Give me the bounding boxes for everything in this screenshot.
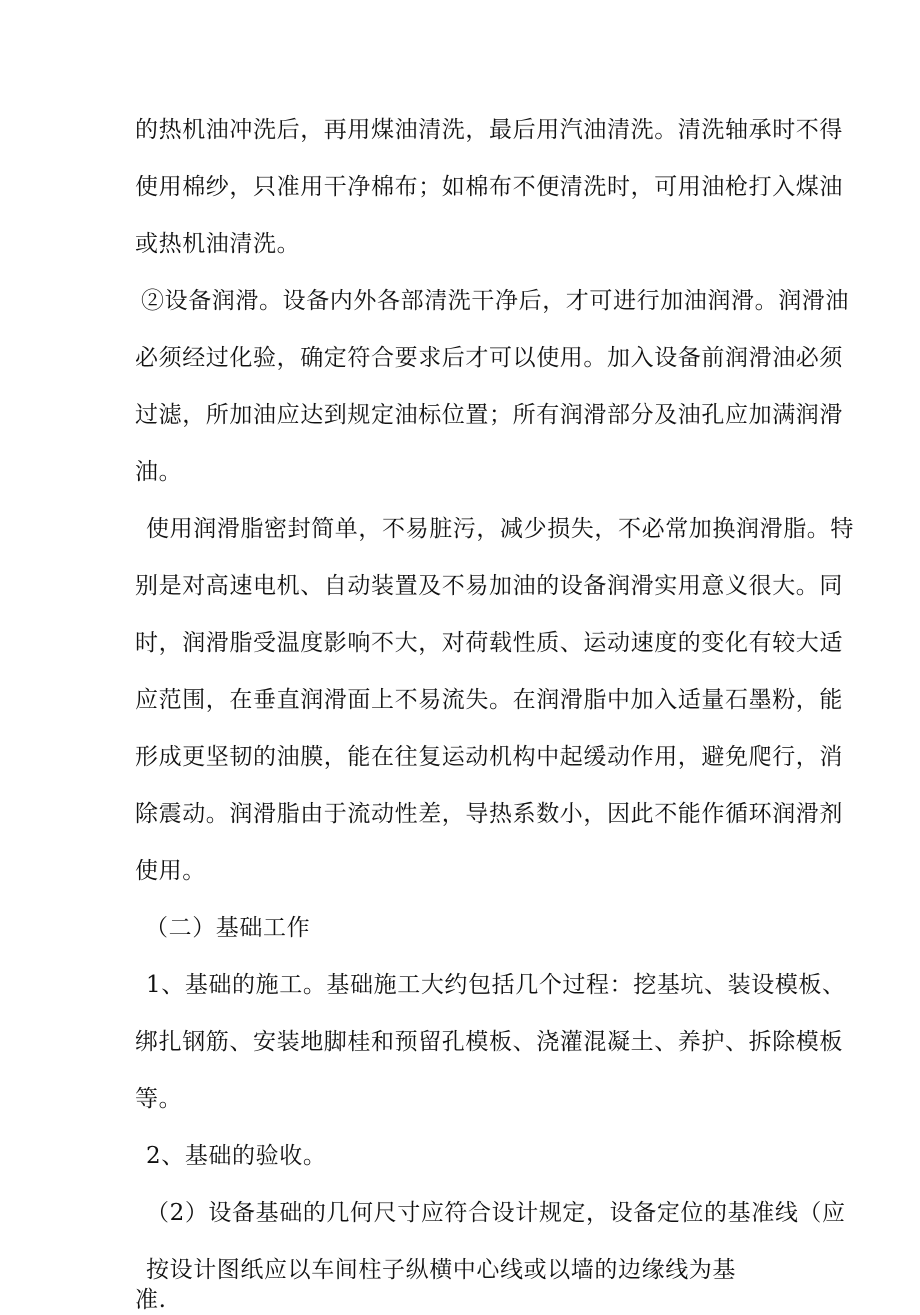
text-line: 的热机油冲洗后，再用煤油清洗，最后用汽油清洗。清洗轴承时不得	[135, 117, 843, 143]
text-line: （2）设备基础的几何尺寸应符合设计规定，设备定位的基准线（应	[146, 1200, 846, 1226]
text-line: 油。	[135, 459, 183, 485]
text-line: 除震动。润滑脂由于流动性差，导热系数小，因此不能作循环润滑剂	[135, 801, 843, 827]
text-line: 2、基础的验收。	[146, 1143, 327, 1169]
text-line: 应范围，在垂直润滑面上不易流失。在润滑脂中加入适量石墨粉，能	[135, 687, 843, 713]
text-line: 等。	[135, 1086, 183, 1112]
text-line: 绑扎钢筋、安装地脚桂和预留孔模板、浇灌混凝土、养护、拆除模板	[135, 1029, 843, 1055]
text-line: 必须经过化验，确定符合要求后才可以使用。加入设备前润滑油必须	[135, 345, 843, 371]
text-line: 时，润滑脂受温度影响不大，对荷载性质、运动速度的变化有较大适	[135, 630, 843, 656]
text-line: 准.	[135, 1287, 167, 1313]
text-line: 使用。	[135, 858, 206, 884]
text-line: 别是对高速电机、自动装置及不易加油的设备润滑实用意义很大。同	[135, 573, 843, 599]
text-line: 过滤，所加油应达到规定油标位置；所有润滑部分及油孔应加满润滑	[135, 402, 843, 428]
text-line: 使用润滑脂密封简单，不易脏污，减少损失，不必常加换润滑脂。特	[146, 516, 854, 542]
text-line: 或热机油清洗。	[135, 231, 301, 257]
section-heading: （二）基础工作	[145, 915, 311, 941]
text-line: 形成更坚韧的油膜，能在往复运动机构中起缓动作用，避免爬行，消	[135, 744, 843, 770]
text-line: 按设计图纸应以车间柱子纵横中心线或以墙的边缘线为基	[146, 1257, 736, 1283]
text-line: 使用棉纱，只准用干净棉布；如棉布不便清洗时，可用油枪打入煤油	[135, 174, 843, 200]
text-line: 1、基础的施工。基础施工大约包括几个过程：挖基坑、装设模板、	[146, 972, 846, 998]
text-line: ②设备润滑。设备内外各部清洗干净后，才可进行加油润滑。润滑油	[141, 288, 849, 314]
